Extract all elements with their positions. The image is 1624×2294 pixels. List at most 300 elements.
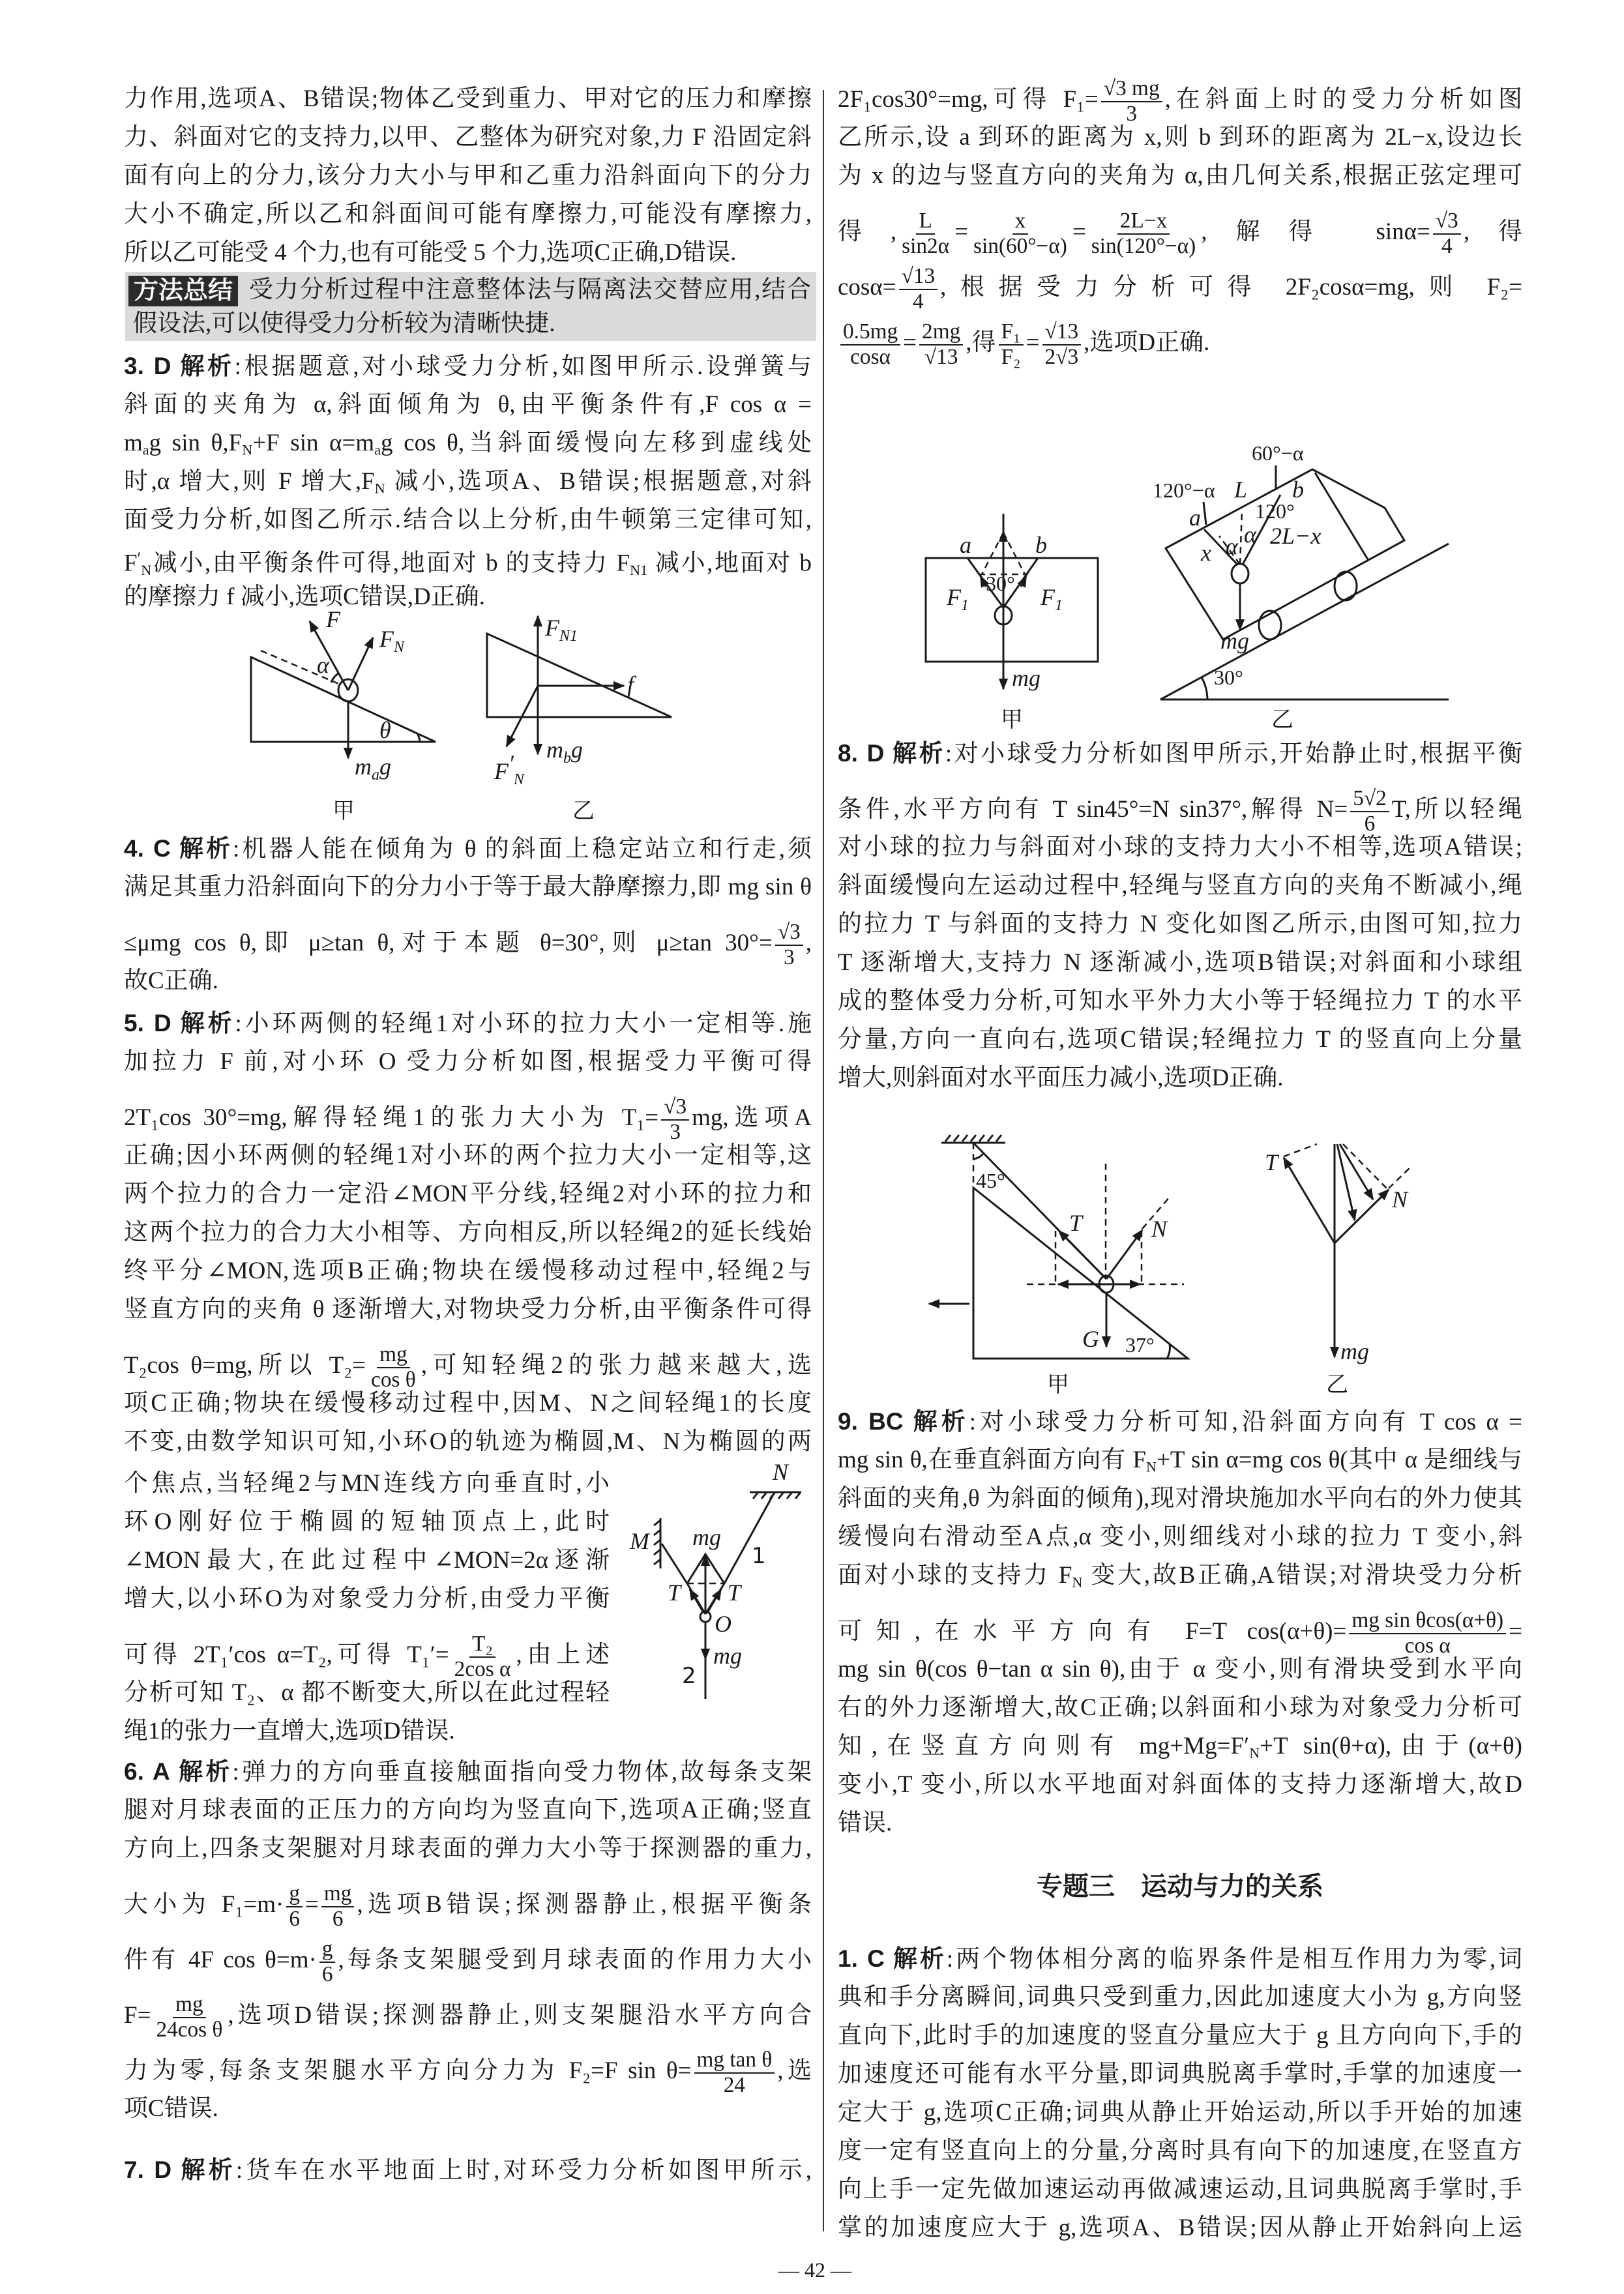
label-N: N bbox=[1151, 1216, 1168, 1242]
ceiling-hatch bbox=[945, 1135, 1001, 1141]
text-run: 直向下,此时手的加速度的竖直分量应大于 g 且方向向下,手的 bbox=[838, 2022, 1522, 2049]
text-run: = bbox=[305, 1891, 319, 1919]
text-run: 这两个拉力的合力大小相等、方向相反,所以轻绳2的延长线始 bbox=[124, 1219, 812, 1246]
text-run: :小环两侧的轻绳1对小环的拉力大小一定相等.施 bbox=[235, 1010, 812, 1037]
fraction-denominator: 24 bbox=[723, 2072, 746, 2097]
text-line bbox=[838, 1441, 1522, 1479]
text-line bbox=[838, 118, 1522, 156]
fraction-numerator: √3 bbox=[775, 920, 803, 946]
text-run: 增大,则斜面对水平面压力减小,选项D正确. bbox=[838, 1065, 1284, 1091]
text-line bbox=[124, 385, 812, 424]
wedge bbox=[973, 1188, 1188, 1359]
text-run: 2F₁cos30°=mg,可得 F₁= bbox=[838, 86, 1099, 113]
fraction bbox=[286, 1882, 303, 1931]
fraction-denominator: 3 bbox=[1126, 101, 1138, 126]
fraction bbox=[840, 320, 900, 369]
text-line bbox=[124, 1004, 812, 1042]
fraction-denominator: 6 bbox=[1364, 811, 1376, 836]
bold-label: 6. A bbox=[124, 1758, 170, 1785]
text-run: 分析可知 T₂、α 都不断变大,所以在此过程轻 bbox=[124, 1679, 610, 1706]
text-run: 个焦点,当轻绳2与MN连线方向垂直时,小 bbox=[124, 1470, 610, 1497]
label-alpha: α bbox=[1244, 522, 1256, 548]
fraction-numerator: mg bbox=[173, 1993, 206, 2018]
bold-label: 解析 bbox=[893, 740, 945, 767]
fraction-denominator: cos α bbox=[1404, 1633, 1451, 1658]
text-line bbox=[124, 195, 812, 233]
text-run: :弹力的方向垂直接触面指向受力物体,故每条支架 bbox=[232, 1759, 812, 1786]
text-run: 缓慢向右滑动至A点,α 变小,则细线对小球的拉力 T 变小,斜 bbox=[838, 1523, 1522, 1550]
label-f: f bbox=[627, 671, 634, 698]
fraction-denominator: 6 bbox=[321, 1962, 333, 1986]
text-run: 大小不确定,所以乙和斜面间可能有摩擦力,可能没有摩擦力, bbox=[124, 201, 812, 228]
text-run: :两个物体相分离的临界条件是相互作用力为零,词 bbox=[946, 1946, 1522, 1973]
fraction-numerator: L bbox=[916, 209, 934, 235]
subscript: a bbox=[374, 441, 381, 458]
caption-yi: 乙 bbox=[572, 798, 595, 824]
label-60-minus-alpha: 60°−α bbox=[1252, 441, 1304, 465]
text-run: F bbox=[124, 550, 138, 577]
text-run: 方向上,四条支架腿对月球表面的弹力大小等于探测器的重力, bbox=[124, 1835, 812, 1862]
subscript: N bbox=[1072, 1574, 1083, 1591]
figure-q8-yi bbox=[1265, 1144, 1411, 1398]
text-run: T₂cos θ=mg,所以 T₂= bbox=[124, 1352, 366, 1379]
text-run: :根据题意,对小球受力分析,如图甲所示.设弹簧与 bbox=[234, 353, 812, 380]
text-run: :对小球受力分析如图甲所示,开始静止时,根据平衡 bbox=[945, 741, 1523, 767]
bold-label: 解析 bbox=[181, 2156, 236, 2183]
fraction-numerator: √3 mg bbox=[1101, 77, 1162, 102]
text-run: 2T₁cos 30°=mg,解得轻绳1的张力大小为 T₁= bbox=[124, 1104, 659, 1132]
figure-q3-jia bbox=[251, 606, 436, 824]
text-run: 面有向上的分力,该分力大小与甲和乙重力沿斜面向下的分力 bbox=[124, 162, 812, 189]
text-run: 所以乙可能受 4 个力,也有可能受 5 个力,选项C正确,D错误. bbox=[124, 239, 737, 266]
text-run: 变小,T 变小,所以水平地面对斜面体的支持力逐渐增大,故D bbox=[838, 1771, 1522, 1798]
label-120-minus-alpha: 120°−α bbox=[1153, 478, 1215, 502]
text-run: 项C正确;物块在缓慢移动过程中,因M、N之间轻绳1的长度 bbox=[124, 1390, 812, 1417]
text-run: 加速度还可能有水平分量,即词典脱离手掌时,手掌的加速度一 bbox=[838, 2061, 1522, 2087]
label-mg-down: mg bbox=[713, 1643, 742, 1669]
fraction-denominator: F₂ bbox=[1001, 344, 1021, 369]
fraction-numerator: mg bbox=[377, 1343, 410, 1368]
text-line bbox=[124, 1175, 812, 1213]
text-line bbox=[838, 866, 1522, 905]
text-line bbox=[838, 1939, 1522, 1978]
text-run bbox=[171, 1010, 181, 1037]
fraction-denominator: √13 bbox=[924, 344, 958, 369]
text-run: T 逐渐增大,支持力 N 逐渐减小,选项B错误;对斜面和小球组 bbox=[838, 949, 1522, 976]
text-line bbox=[124, 829, 812, 868]
text-line bbox=[124, 906, 812, 969]
text-line bbox=[838, 1556, 1522, 1595]
label-FN: $F_N$ bbox=[379, 626, 405, 656]
fraction-denominator: 3 bbox=[783, 945, 795, 969]
text-run: ,得 bbox=[966, 329, 996, 357]
text-line bbox=[124, 1829, 812, 1868]
text-line bbox=[124, 1673, 610, 1712]
fraction bbox=[694, 2048, 775, 2097]
bold-label: 9. BC bbox=[838, 1408, 904, 1435]
text-run bbox=[171, 353, 181, 380]
text-line bbox=[838, 943, 1522, 982]
figure-q7-yi bbox=[1153, 441, 1449, 733]
text-run: 的摩擦力 f 减小,选项C错误,D正确. bbox=[124, 583, 485, 610]
text-run: 典和手分离瞬间,词典只受到重力,因此加速度大小为 g,方向竖 bbox=[838, 1984, 1522, 2010]
text-run: 终平分∠MON,选项B正确;物块在缓慢移动过程中,轻绳2与 bbox=[124, 1257, 812, 1284]
text-run bbox=[171, 836, 179, 862]
fraction-denominator: 6 bbox=[332, 1906, 344, 1931]
bold-label: 3. D bbox=[124, 353, 171, 379]
text-line bbox=[838, 982, 1522, 1020]
text-run: 知,在竖直方向则有 mg+Mg=F′ bbox=[838, 1733, 1250, 1759]
fraction-numerator: 5√2 bbox=[1350, 787, 1389, 812]
fraction bbox=[775, 920, 803, 969]
text-line bbox=[124, 2034, 812, 2097]
text-line bbox=[838, 1059, 1522, 1097]
text-line bbox=[124, 868, 812, 906]
label-120deg: 120° bbox=[1255, 499, 1295, 523]
text-run: ,每条支架腿受到月球表面的作用力大小 bbox=[338, 1947, 812, 1974]
text-run: :货车在水平地面上时,对环受力分析如图甲所示, bbox=[235, 2157, 812, 2184]
text-run: 两个拉力的合力一定沿∠MON平分线,轻绳2对小环的拉力和 bbox=[124, 1181, 812, 1207]
fraction-denominator: 6 bbox=[289, 1906, 301, 1931]
text-run: mg sin θ(cos θ−tan α sin θ),由于 α 变小,则有滑块受到水平向 bbox=[838, 1656, 1522, 1683]
fraction bbox=[1433, 209, 1461, 258]
fraction-numerator: g bbox=[319, 1937, 336, 1963]
fraction-numerator: 0.5mg bbox=[840, 320, 900, 346]
figure-q8-jia bbox=[929, 1135, 1188, 1398]
text-run: = bbox=[1072, 218, 1086, 246]
fraction bbox=[899, 265, 938, 314]
text-line bbox=[838, 1727, 1522, 1765]
label-F1-left: $F_1$ bbox=[947, 584, 969, 614]
text-run: 为 x 的边与竖直方向的夹角为 α,由几何关系,根据正弦定理可 bbox=[838, 162, 1522, 189]
incline-shape bbox=[251, 657, 436, 742]
angle-arc bbox=[1202, 677, 1207, 699]
section-title: 专题三 运动与力的关系 bbox=[1037, 1872, 1323, 1901]
method-summary-label: 方法总结 bbox=[128, 276, 238, 306]
text-run: +F sin α=m bbox=[252, 430, 375, 456]
label-b: b bbox=[1292, 477, 1304, 503]
text-line bbox=[124, 347, 812, 385]
fraction-numerator: F₁ bbox=[999, 320, 1024, 346]
text-run: mg,选项A bbox=[692, 1104, 812, 1132]
parallelogram bbox=[687, 1554, 724, 1583]
text-line bbox=[124, 1213, 812, 1252]
text-line bbox=[124, 1868, 812, 1931]
text-line bbox=[124, 424, 812, 462]
text-line bbox=[124, 2151, 812, 2189]
label-M: M bbox=[630, 1528, 649, 1554]
text-line bbox=[838, 1688, 1522, 1727]
subscript: N bbox=[1249, 1744, 1260, 1761]
text-line bbox=[838, 306, 1522, 369]
ball bbox=[1099, 1276, 1114, 1293]
fraction bbox=[319, 1937, 336, 1986]
text-run: 故C正确. bbox=[124, 967, 218, 994]
text-run: :机器人能在倾角为 θ 的斜面上稳定站立和行走,须 bbox=[233, 836, 812, 862]
text-run: 力作用,选项A、B错误;物体乙受到重力、甲对它的压力和摩擦 bbox=[124, 85, 812, 112]
text-line bbox=[124, 1618, 610, 1681]
bold-label: 解析 bbox=[913, 1408, 969, 1435]
text-run: 斜面的夹角,θ 为斜面的倾角),现对滑块施加水平向右的外力使其 bbox=[838, 1485, 1522, 1512]
fraction-denominator: 2√3 bbox=[1044, 344, 1079, 369]
figure-q7-jia bbox=[926, 514, 1098, 733]
text-run: 时,α 增大,则 F 增大,F bbox=[124, 468, 375, 495]
label-37deg: 37° bbox=[1125, 1333, 1155, 1357]
answer-6 bbox=[124, 1752, 812, 2128]
label-2L-minus-x: 2L−x bbox=[1270, 523, 1321, 549]
force-F-arrow bbox=[310, 621, 348, 690]
answer-9 bbox=[838, 1402, 1522, 1842]
text-line bbox=[838, 734, 1522, 772]
answer-5-part1 bbox=[124, 1004, 812, 1461]
text-run: ,根据受力分析可得 2F₂cosα=mg,则 F₂= bbox=[940, 274, 1522, 301]
fraction-numerator: mg sin θcos(α+θ) bbox=[1349, 1609, 1506, 1634]
text-run: 得, bbox=[838, 218, 897, 246]
text-line bbox=[838, 1402, 1522, 1441]
text-run: 满足其重力沿斜面向下的分力小于等于最大静摩擦力,即 mg sin θ bbox=[124, 874, 812, 900]
bold-label: 7. D bbox=[124, 2156, 172, 2183]
fraction-denominator: 4 bbox=[913, 289, 924, 314]
cab-line bbox=[1315, 473, 1368, 559]
section3-answer-1 bbox=[838, 1939, 1522, 2247]
text-line bbox=[838, 1978, 1522, 2016]
fraction bbox=[321, 1882, 355, 1931]
page-number: — 42 — bbox=[778, 2258, 851, 2282]
text-line bbox=[124, 80, 812, 118]
bold-label: 解析 bbox=[180, 1010, 235, 1037]
fraction bbox=[999, 320, 1024, 369]
text-line bbox=[838, 2093, 1522, 2132]
subscript: N bbox=[141, 562, 152, 579]
fraction-numerator: g bbox=[286, 1882, 303, 1907]
text-run: = bbox=[954, 218, 968, 246]
text-run: 减小,地面对 b bbox=[647, 550, 812, 577]
left-continuation-text bbox=[124, 80, 812, 272]
column-divider bbox=[823, 90, 824, 2231]
bold-label: 解析 bbox=[179, 835, 233, 862]
text-line bbox=[124, 1422, 812, 1461]
text-line bbox=[124, 1712, 610, 1750]
bold-label: 4. C bbox=[124, 835, 171, 862]
text-line bbox=[838, 250, 1522, 314]
fraction-denominator: 24cos θ bbox=[156, 2017, 223, 2042]
rope-b bbox=[1003, 558, 1038, 608]
text-line bbox=[124, 1791, 812, 1829]
text-run: mg sin θ,在垂直斜面方向有 F bbox=[838, 1447, 1146, 1473]
caption-jia: 甲 bbox=[332, 798, 355, 824]
text-line bbox=[838, 63, 1523, 126]
label-T-left: T bbox=[668, 1580, 681, 1606]
text-run: ,得 bbox=[1463, 218, 1522, 246]
label-N: N bbox=[1392, 1186, 1408, 1213]
text-line bbox=[124, 1923, 812, 1986]
subscript: N bbox=[242, 441, 253, 458]
text-run: 变大,故B正确,A错误;对滑块受力分析 bbox=[1082, 1562, 1523, 1589]
text-run: ,由上述 bbox=[516, 1641, 610, 1669]
fraction bbox=[919, 320, 963, 369]
figure-q5 bbox=[629, 1459, 801, 1699]
text-run: 条件,水平方向有 T sin45°=N sin37°,解得 N= bbox=[838, 796, 1348, 823]
bold-label: 1. C bbox=[838, 1945, 885, 1972]
fraction-numerator: √3 bbox=[1433, 209, 1461, 235]
text-line bbox=[838, 828, 1522, 866]
text-line bbox=[124, 1042, 812, 1081]
figure-q3-yi bbox=[487, 615, 672, 824]
text-run: = bbox=[1026, 329, 1040, 357]
text-run: 项C错误. bbox=[124, 2095, 218, 2122]
rope-b bbox=[1243, 495, 1280, 565]
text-run: cosα= bbox=[838, 274, 896, 301]
caption-jia: 甲 bbox=[1047, 1372, 1069, 1398]
text-line bbox=[124, 118, 812, 156]
bold-label: 解析 bbox=[180, 353, 235, 379]
wheel bbox=[1259, 611, 1281, 640]
text-line bbox=[838, 2016, 1522, 2055]
label-alpha: α bbox=[317, 652, 329, 678]
fraction-denominator: sin(120°−α) bbox=[1091, 233, 1196, 258]
text-run: = bbox=[1509, 1618, 1522, 1645]
text-run: 可得 2T₁′cos α=T₂,可得 T₁′= bbox=[124, 1641, 449, 1669]
text-run: 错误. bbox=[838, 1810, 893, 1836]
answer-7-continued bbox=[838, 63, 1523, 369]
tension-right-arrow bbox=[708, 1589, 721, 1611]
text-run: 对小球的拉力与斜面对小球的支持力大小不相等,选项A错误; bbox=[838, 834, 1522, 860]
text-line bbox=[124, 501, 812, 539]
text-line bbox=[838, 2170, 1522, 2209]
text-run: 件有 4F cos θ=m· bbox=[124, 1947, 317, 1974]
text-line bbox=[124, 1464, 610, 1503]
text-run bbox=[170, 1759, 179, 1786]
text-run: ,选项D错误;探测器静止,则支架腿沿水平方向合 bbox=[228, 2002, 812, 2029]
fraction-denominator: sin(60°−α) bbox=[973, 233, 1067, 258]
text-run: ∠MON最大,在此过程中∠MON=2α逐渐 bbox=[124, 1547, 610, 1574]
text-run: m bbox=[124, 430, 143, 456]
text-run bbox=[884, 741, 893, 767]
label-L: L bbox=[1234, 477, 1248, 503]
text-run: 定大于 g,选项C正确;词典从静止开始运动,所以手开始的加速 bbox=[838, 2099, 1522, 2126]
text-line bbox=[124, 1580, 610, 1618]
label-mag: $m_ag$ bbox=[355, 754, 391, 784]
fraction bbox=[1042, 320, 1082, 369]
text-run: 绳1的张力一直增大,选项D错误. bbox=[124, 1718, 455, 1744]
subscript: N1 bbox=[630, 562, 648, 579]
fraction-numerator: T₂ bbox=[469, 1632, 495, 1658]
text-run: 环O刚好位于椭圆的短轴顶点上,此时 bbox=[124, 1508, 610, 1535]
fraction-numerator: √13 bbox=[899, 265, 938, 290]
text-line bbox=[124, 539, 812, 578]
label-F1-right: $F_1$ bbox=[1041, 584, 1063, 614]
fraction-numerator: 2L−x bbox=[1117, 209, 1170, 235]
label-FN1: $F_{N1}$ bbox=[545, 615, 578, 645]
text-run: 面受力分析,如图乙所示.结合以上分析,由牛顿第三定律可知, bbox=[124, 507, 812, 533]
text-run: +T sin α=mg cos θ(其中 α 是细线与 bbox=[1157, 1447, 1522, 1473]
text-run: +T sin(θ+α),由于(α+θ) bbox=[1260, 1733, 1522, 1759]
label-a: a bbox=[960, 532, 971, 558]
fraction-numerator: √3 bbox=[661, 1095, 689, 1121]
label-T-right: T bbox=[728, 1580, 741, 1606]
fraction-denominator: 4 bbox=[1441, 233, 1453, 258]
text-line bbox=[124, 1752, 812, 1791]
text-run bbox=[904, 1409, 913, 1435]
tension-left-arrow bbox=[690, 1589, 703, 1611]
label-FN-prime: $F'_N$ bbox=[494, 750, 524, 788]
text-line bbox=[838, 772, 1522, 836]
label-rope-2: 2 bbox=[682, 1663, 696, 1689]
label-F: F bbox=[326, 606, 340, 632]
text-line bbox=[124, 1384, 812, 1422]
text-line bbox=[133, 306, 811, 340]
text-run: ,选 bbox=[777, 2057, 812, 2085]
text-run: = bbox=[903, 329, 917, 357]
text-run: T,所以轻绳 bbox=[1391, 796, 1522, 823]
subscript: N bbox=[1145, 1458, 1157, 1475]
label-theta: θ bbox=[379, 717, 391, 743]
text-run: 减小,选项A、B错误;根据题意,对斜 bbox=[385, 468, 812, 495]
text-run: 乙所示,设 a 到环的距离为 x,则 b 到环的距离为 2L−x,设边长 bbox=[838, 124, 1522, 151]
caption-yi: 乙 bbox=[1271, 707, 1293, 733]
text-line bbox=[838, 1479, 1522, 1518]
text-run: 腿对月球表面的正压力的方向均为竖直向下,选项A正确;竖直 bbox=[124, 1797, 812, 1823]
text-run: ,在斜面上时的受力分析如图 bbox=[1164, 86, 1523, 113]
label-mg: mg bbox=[1220, 628, 1249, 654]
rope-a bbox=[967, 558, 1003, 608]
text-line bbox=[838, 195, 1522, 258]
text-run: 掌的加速度应大于 g,选项A、B错误;因从静止开始斜向上运 bbox=[838, 2214, 1522, 2241]
text-line bbox=[838, 1020, 1522, 1059]
text-line bbox=[838, 1804, 1522, 1842]
method-summary-box bbox=[125, 272, 816, 341]
text-run: 竖直方向的夹角 θ 逐渐增大,对物块受力分析,由平衡条件可得 bbox=[124, 1296, 812, 1323]
label-T: T bbox=[1265, 1149, 1278, 1175]
label-a: a bbox=[1189, 505, 1201, 531]
theta-arc bbox=[417, 733, 420, 742]
fraction bbox=[971, 209, 1070, 258]
text-run: 斜面的夹角为 α,斜面倾角为 θ,由平衡条件有,F cos α = bbox=[124, 391, 812, 418]
tension-arrow bbox=[1284, 1158, 1335, 1243]
fraction-denominator: 3 bbox=[670, 1119, 681, 1144]
text-run: 面对小球的支持力 F bbox=[838, 1562, 1072, 1589]
fraction-numerator: mg bbox=[321, 1882, 355, 1907]
text-line bbox=[124, 1290, 812, 1329]
answer-8 bbox=[838, 734, 1522, 1097]
text-run: 分量,方向一直向右,选项C错误;轻绳拉力 T 的竖直向上分量 bbox=[838, 1026, 1522, 1053]
label-G: G bbox=[1082, 1326, 1099, 1352]
superscript: ′ bbox=[137, 549, 141, 568]
text-run: 可知,在水平方向有 F=T cos(α+θ)= bbox=[838, 1618, 1347, 1645]
label-30deg: 30° bbox=[1214, 666, 1243, 689]
text-line bbox=[838, 156, 1522, 195]
text-run: g cos θ,当斜面缓慢向左移到虚线处 bbox=[381, 430, 812, 456]
text-run: ,选项B错误;探测器静止,根据平衡条 bbox=[357, 1891, 812, 1919]
normal-arrow bbox=[1335, 1190, 1389, 1243]
fraction-denominator: 2cos α bbox=[454, 1656, 511, 1681]
wheel bbox=[1335, 572, 1357, 600]
text-run: ≤μmg cos θ,即 μ≥tan θ,对于本题 θ=30°,则 μ≥tan 30°= bbox=[124, 930, 773, 957]
alpha-arc bbox=[331, 673, 338, 683]
text-line bbox=[838, 1650, 1522, 1688]
text-run: 增大,以小环O为对象受力分析,由受力平衡 bbox=[124, 1585, 610, 1612]
wedge-shape bbox=[487, 634, 672, 717]
ceiling-hatch bbox=[753, 1492, 801, 1499]
text-line bbox=[838, 2209, 1522, 2247]
text-run: 向上手一定先做加速运动再做减速运动,且词典脱离手掌时,手 bbox=[838, 2176, 1522, 2203]
caption-yi: 乙 bbox=[1326, 1372, 1348, 1398]
force-FN-arrow bbox=[348, 638, 373, 690]
ball bbox=[338, 679, 358, 701]
text-run: F= bbox=[124, 2002, 151, 2029]
rope-M bbox=[662, 1544, 705, 1614]
bold-label: 8. D bbox=[838, 740, 885, 767]
